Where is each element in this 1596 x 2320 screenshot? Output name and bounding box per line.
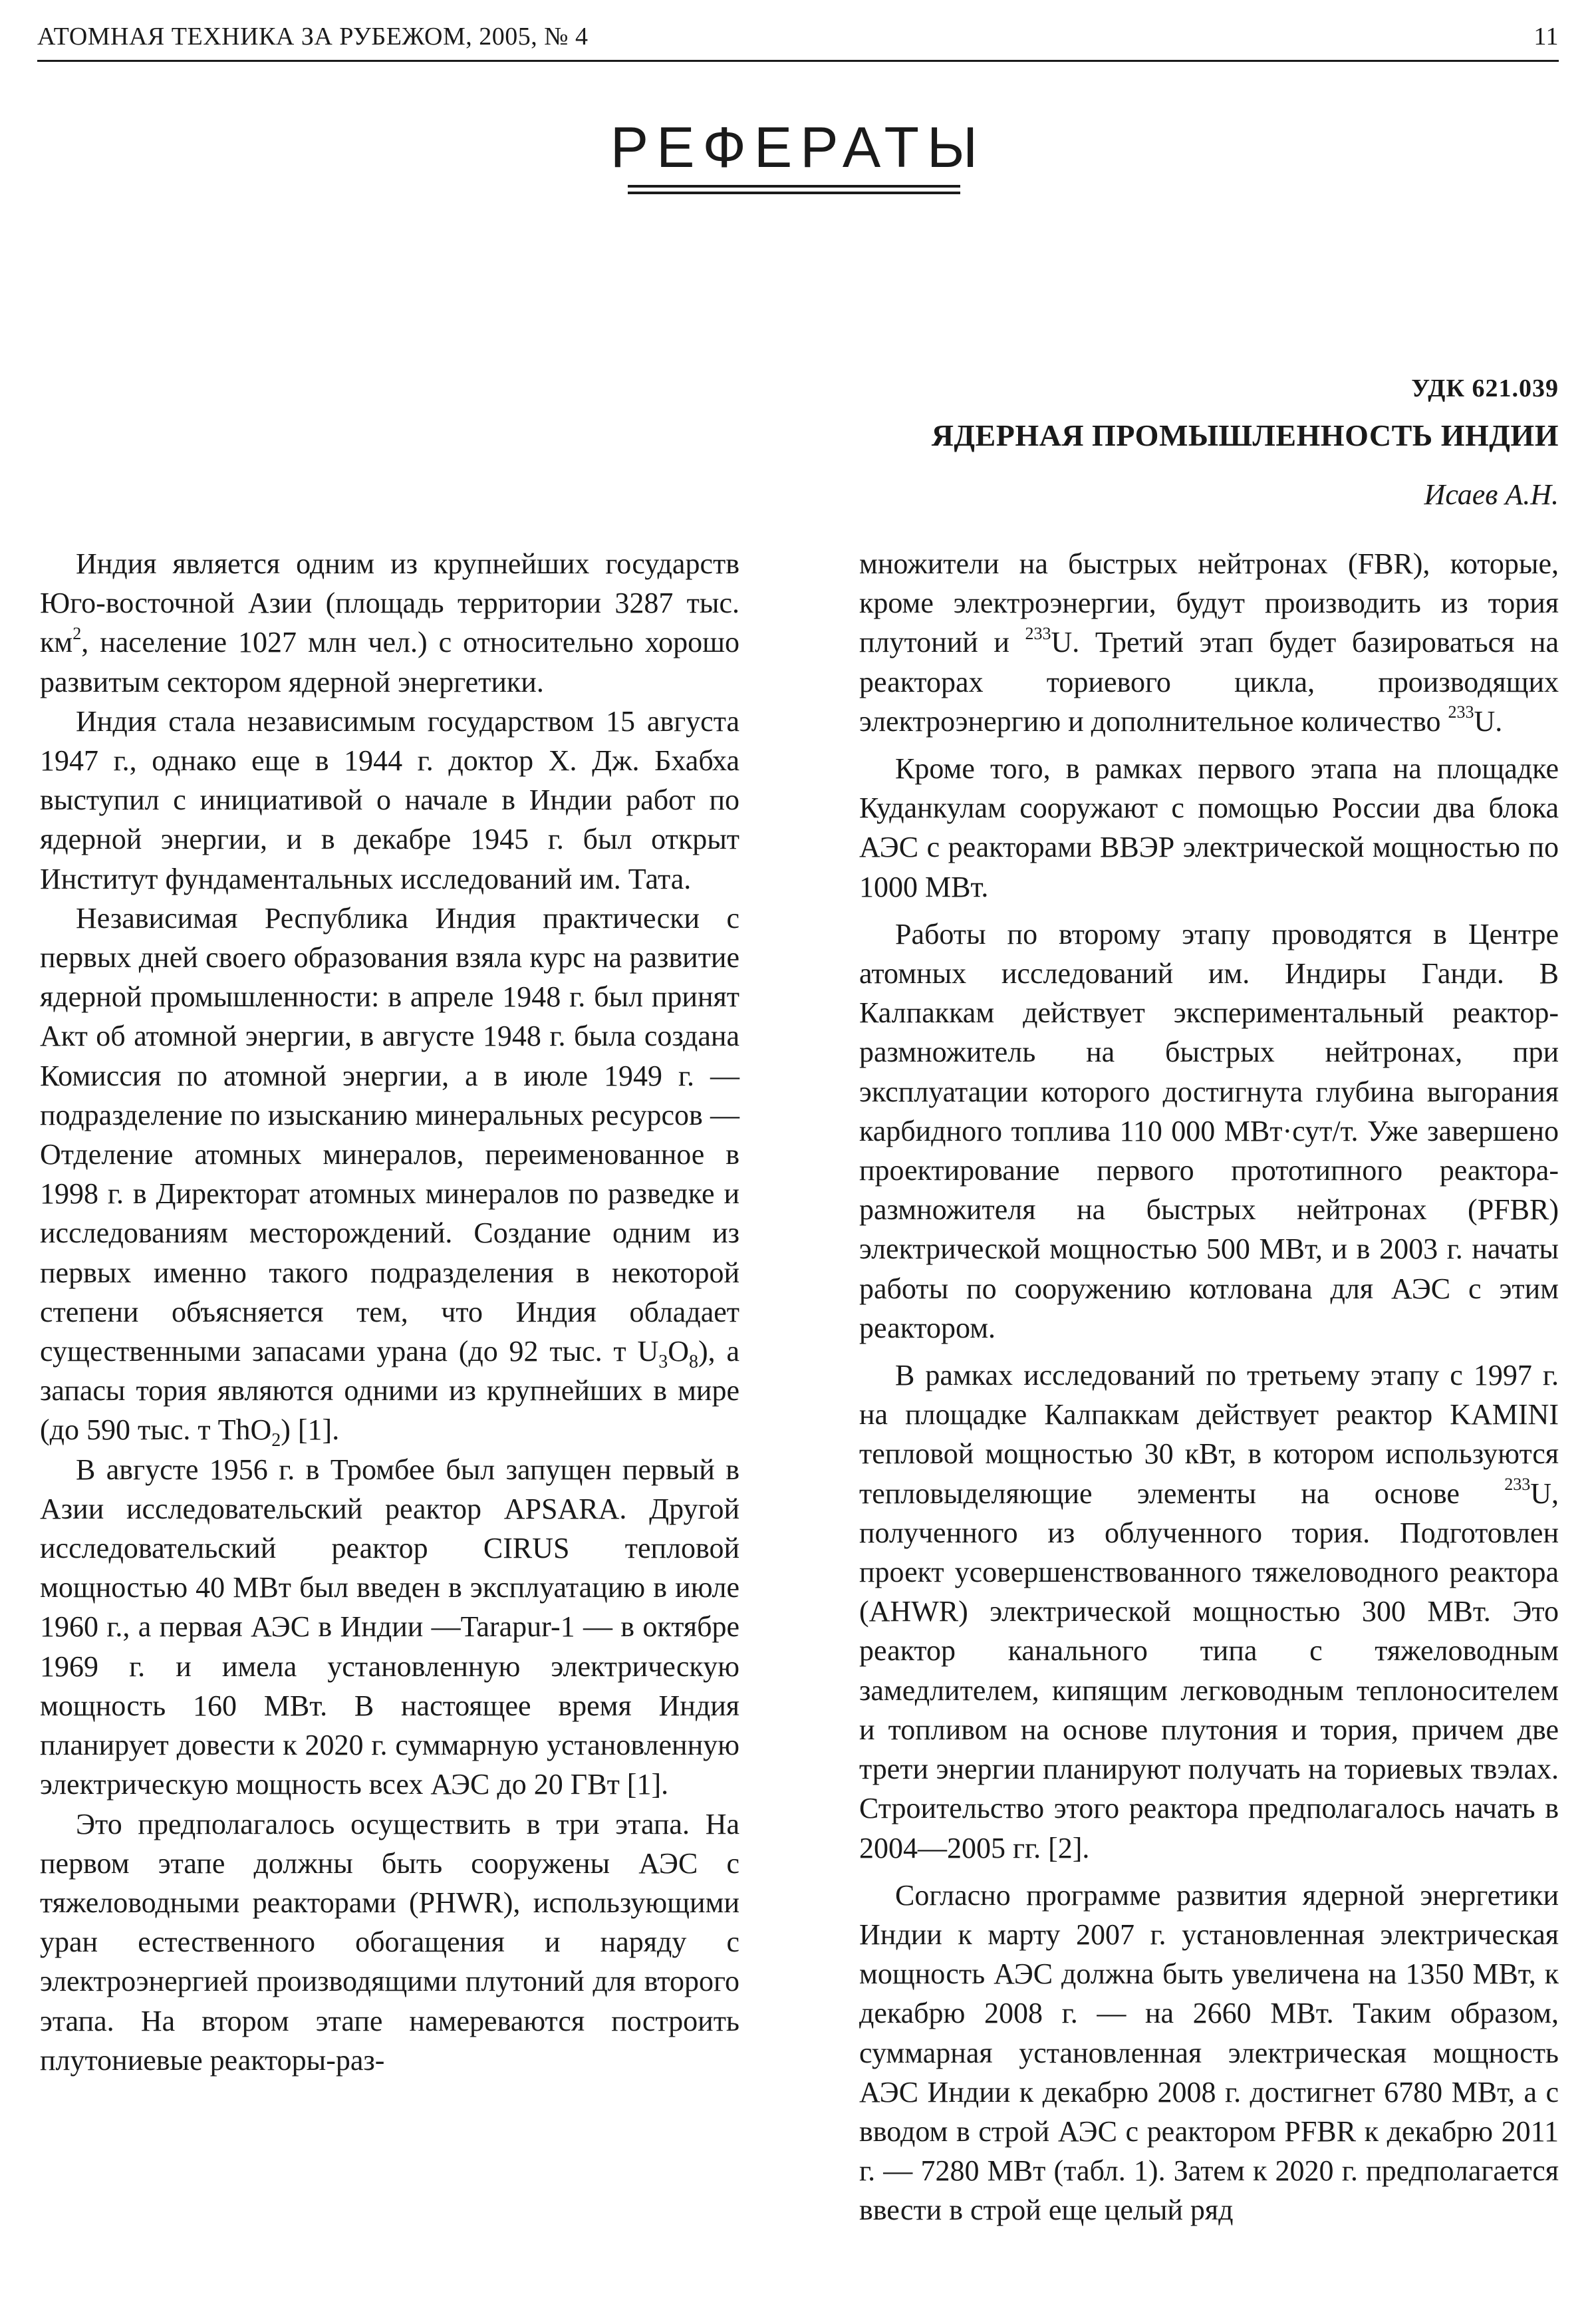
article-title: ЯДЕРНАЯ ПРОМЫШЛЕННОСТЬ ИНДИИ xyxy=(931,418,1559,452)
running-header xyxy=(37,17,1559,62)
article-author: Исаев А.Н. xyxy=(1424,478,1559,511)
paragraph: В августе 1956 г. в Тромбее был запущен первый в Азии исследовательский реактор APSARA. Другой исследовательский реактор CIRUS тепловой мощностью 40 МВт был введен в эксплуатацию в июле 1960 г., а первая АЭС в Индии —Tarapur-1 — в октябре 1969 г. и имела установленную электрическую мощность 160 МВт. В настоящее время Индия планирует довести к 2020 г. суммарную установленную электрическую мощность всех АЭС до 20 ГВт [1]. xyxy=(40,1453,739,1801)
section-title-underline xyxy=(628,185,960,188)
page-number: 11 xyxy=(1533,23,1559,51)
paragraph: Работы по второму этапу проводятся в Центре атомных исследований им. Индиры Ганди. В Калпаккам действует экспериментальный реактор-размножитель на быстрых нейтронах, при эксплуатации которого достигнута глубина выгорания карбидного топлива 110 000 МВт·сут/т. Уже завершено проектирование первого прототипного реактора-размножителя на быстрых нейтронах (PFBR) электрической мощностью 500 МВт, и в 2003 г. начаты работы по сооружению котлована для АЭС с этим реактором. xyxy=(859,917,1559,1344)
paragraph: Индия стала независимым государством 15 августа 1947 г., однако еще в 1944 г. доктор Х. Дж. Бхабха выступил с инициативой о начале в Индии работ по ядерной энергии, и в декабре 1945 г. был открыт Институт фундаментальных исследований им. Тата. xyxy=(40,704,739,895)
journal-title: АТОМНАЯ ТЕХНИКА ЗА РУБЕЖОМ, 2005, № 4 xyxy=(37,23,589,51)
paragraph: Индия является одним из крупнейших государств Юго-восточной Азии (площадь территории 3287 тыс. $км^2$, население 1027 млн чел.) с относительно хорошо развитым сектором ядерной энергетики. xyxy=(40,547,739,698)
paragraph: Согласно программе развития ядерной энергетики Индии к марту 2007 г. установленная электрическая мощность АЭС должна быть увеличена на 1350 МВт, к декабрю 2008 г. — на 2660 МВт. Таким образом, суммарная установленная электрическая мощность АЭС Индии к декабрю 2008 г. достигнет 6780 МВт, а с вводом в строй АЭС с реактором PFBR к декабрю 2011 г. — 7280 МВт (табл. 1). Затем к 2020 г. предполагается ввести в строй еще целый ряд xyxy=(859,1878,1559,2227)
section-title: РЕФЕРАТЫ xyxy=(610,116,986,180)
section-title-underline-2 xyxy=(628,192,960,194)
udc-code: УДК 621.039 xyxy=(1411,374,1559,402)
paragraph: Это предполагалось осуществить в три этапа. На первом этапе должны быть сооружены АЭС с тяжеловодными реакторами (PHWR), использующими уран естественного обогащения и наряду с электроэнергией производящими плутоний для второго этапа. На втором этапе намереваются построить плутониевые реакторы-раз- xyxy=(40,1807,739,2077)
paragraph: Независимая Республика Индия практически с первых дней своего образования взяла курс на развитие ядерной промышленности: в апреле 1948 г. был принят Акт об атомной энергии, в августе 1948 г. была создана Комиссия по атомной энергии, а в июле 1949 г. — подразделение по изысканию минеральных ресурсов — Отделение атомных минералов, переименованное в 1998 г. в Директорат атомных минералов по разведке и исследованиям месторождений. Создание одним из первых именно такого подразделения в некоторой степени объясняется тем, что Индия обладает существенными запасами урана (до 92 тыс. т $U_3O_8$), а запасы тория являются одними из крупнейших в мире (до 590 тыс. т ThO$_2$) [1]. xyxy=(40,901,739,1451)
paragraph: множители на быстрых нейтронах (FBR), которые, кроме электроэнергии, будут производить из тория плутоний и $^{233}$U. Третий этап будет базироваться на реакторах ториевого цикла, производящих электроэнергию и дополнительное количество $^{233}$U. xyxy=(859,547,1559,738)
right-column xyxy=(859,544,1559,2230)
paragraph: Кроме того, в рамках первого этапа на площадке Куданкулам сооружают с помощью России два блока АЭС с реакторами ВВЭР электрической мощностью по 1000 МВт. xyxy=(859,752,1559,903)
paragraph: В рамках исследований по третьему этапу с 1997 г. на площадке Калпаккам действует реактор KAMINI тепловой мощностью 30 кВт, в котором используются тепловыделяющие элементы на основе $^{233}$U, полученного из облученного тория. Подготовлен проект усовершенствованного тяжеловодного реактора (AHWR) электрической мощностью 300 МВт. Это реактор канального типа с тяжеловодным замедлителем, кипящим легководным теплоносителем и топливом на основе плутония и тория, причем две трети энергии планируют получать на ториевых твэлах. Строительство этого реактора предполагалось начать в 2004—2005 гг. [2]. xyxy=(859,1359,1559,1864)
left-column xyxy=(40,544,739,2080)
